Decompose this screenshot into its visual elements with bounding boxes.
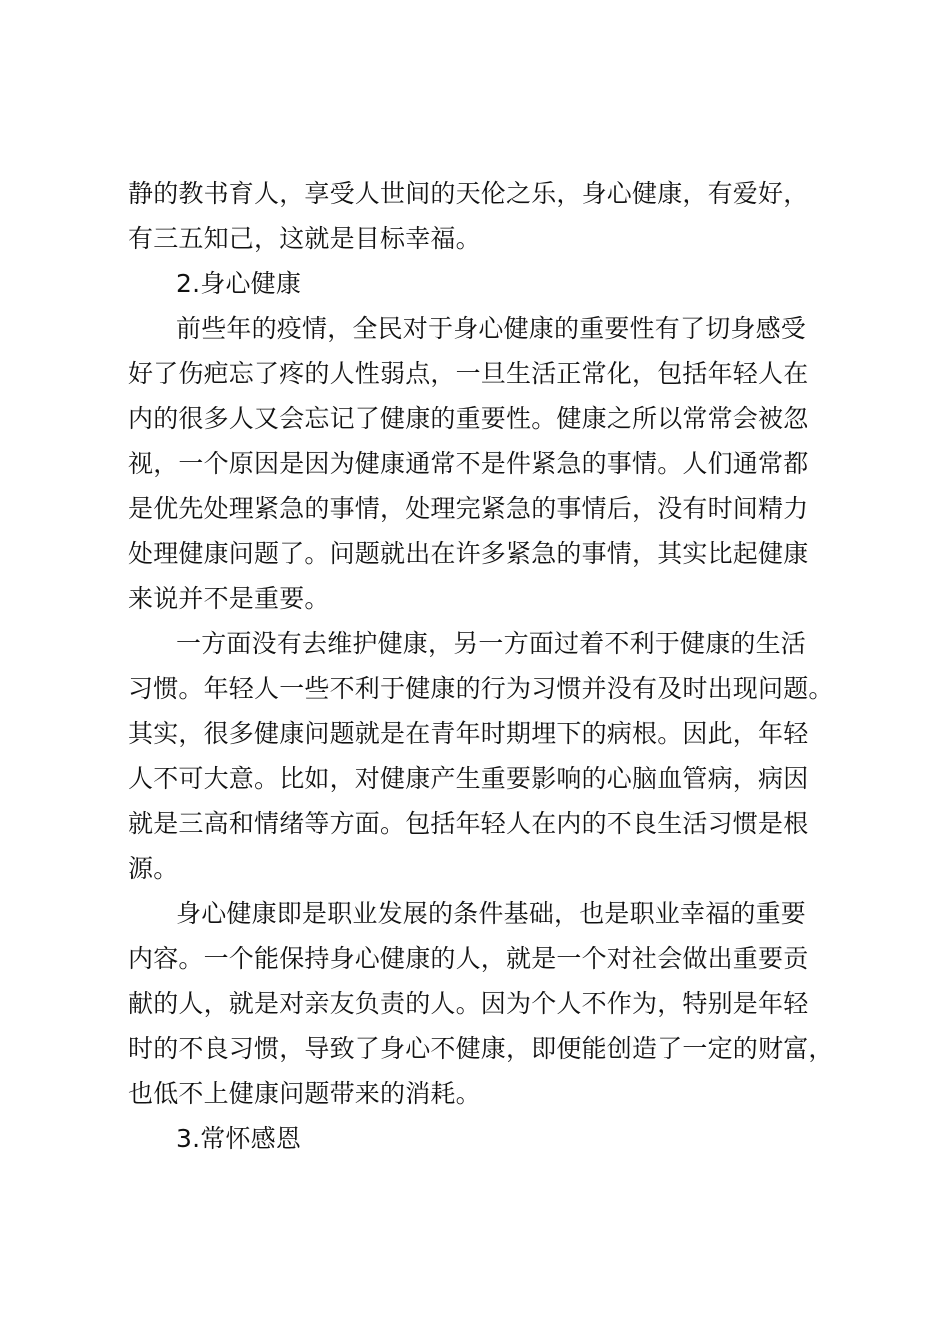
text-line: 献的人，就是对亲友负责的人。因为个人不作为，特别是年轻 (128, 989, 809, 1018)
text-line: 也低不上健康问题带来的消耗。 (128, 1079, 481, 1108)
text-line: 一方面没有去维护健康，另一方面过着不利于健康的生活 (176, 629, 807, 658)
text-line: 前些年的疫情，全民对于身心健康的重要性有了切身感受 (176, 314, 807, 343)
section-heading: 2.身心健康 (176, 269, 302, 298)
text-line: 是优先处理紧急的事情，处理完紧急的事情后，没有时间精力 (128, 494, 809, 523)
text-line: 源。 (128, 854, 179, 883)
text-line: 有三五知己，这就是目标幸福。 (128, 224, 481, 253)
text-line: 静的教书育人，享受人世间的天伦之乐，身心健康，有爱好， (128, 179, 809, 208)
text-line: 内的很多人又会忘记了健康的重要性。健康之所以常常会被忽 (128, 404, 809, 433)
text-line: 就是三高和情绪等方面。包括年轻人在内的不良生活习惯是根 (128, 809, 809, 838)
section-heading: 3.常怀感恩 (176, 1124, 302, 1153)
text-line: 来说并不是重要。 (128, 584, 330, 613)
text-line: 处理健康问题了。问题就出在许多紧急的事情，其实比起健康 (128, 539, 809, 568)
text-line: 其实，很多健康问题就是在青年时期埋下的病根。因此，年轻 (128, 719, 809, 748)
text-line: 内容。一个能保持身心健康的人，就是一个对社会做出重要贡 (128, 944, 809, 973)
text-line: 视，一个原因是因为健康通常不是件紧急的事情。人们通常都 (128, 449, 809, 478)
text-line: 时的不良习惯，导致了身心不健康，即便能创造了一定的财富， (128, 1034, 834, 1063)
text-line: 身心健康即是职业发展的条件基础，也是职业幸福的重要 (176, 899, 807, 928)
text-line: 习惯。年轻人一些不利于健康的行为习惯并没有及时出现问题。 (128, 674, 834, 703)
text-line: 人不可大意。比如，对健康产生重要影响的心脑血管病，病因 (128, 764, 809, 793)
text-line: 好了伤疤忘了疼的人性弱点，一旦生活正常化，包括年轻人在 (128, 359, 809, 388)
